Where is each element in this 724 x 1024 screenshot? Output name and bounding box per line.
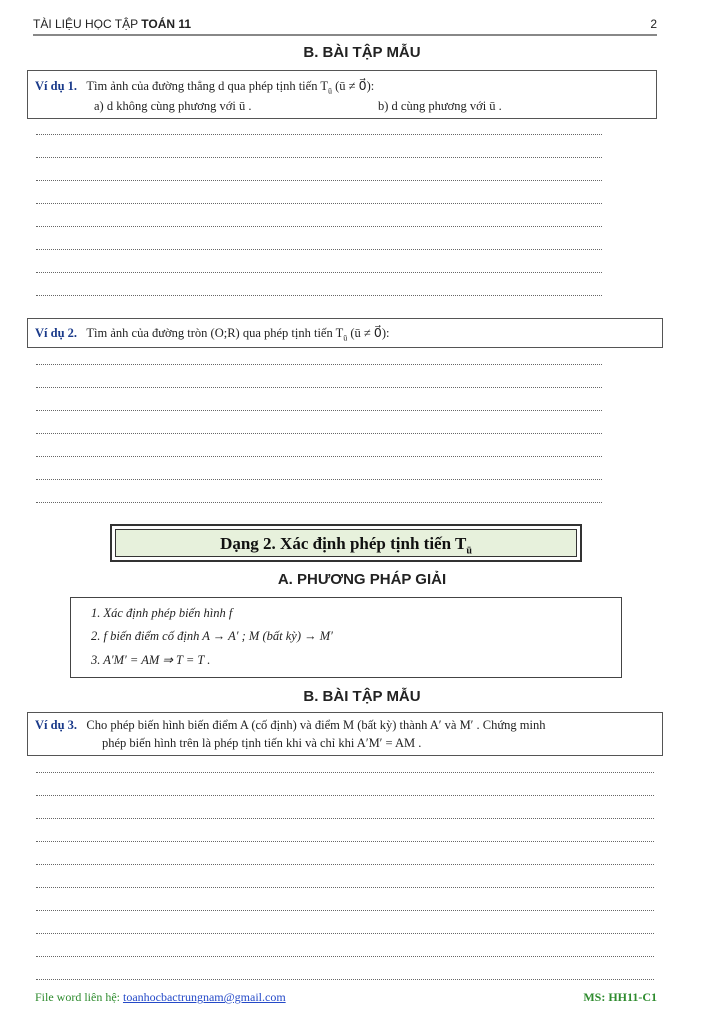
example-2-condition: (ū ≠ 0⃗):	[350, 326, 390, 340]
page-header	[33, 14, 657, 36]
answer-line[interactable]	[36, 910, 654, 911]
section-title-3: B. BÀI TẬP MẪU	[303, 688, 421, 705]
answer-line[interactable]	[36, 502, 602, 503]
example-2-sub: ū	[343, 333, 348, 343]
answer-line[interactable]	[36, 818, 654, 819]
answer-line[interactable]	[36, 864, 654, 865]
dang-2-banner-inner	[115, 529, 577, 557]
example-1-part-b: b) d cùng phương với ū .	[378, 99, 502, 113]
answer-line[interactable]	[36, 772, 654, 773]
dang-2-sub: ū	[466, 545, 472, 557]
answer-line[interactable]	[36, 433, 602, 434]
footer-email-link[interactable]: toanhocbactrungnam@gmail.com	[122, 990, 286, 1004]
example-3-text-1: Cho phép biến hình biến điểm A (cố định) và điểm M (bất kỳ) thành A′ và M′ . Chứng minh	[86, 718, 546, 732]
answer-line[interactable]	[36, 226, 602, 227]
method-box	[70, 597, 622, 678]
page-number: 2	[650, 17, 657, 31]
dang-2-title: Dạng 2. Xác định phép tịnh tiến T	[220, 534, 467, 553]
answer-line[interactable]	[36, 956, 654, 957]
header-title	[33, 17, 191, 31]
answer-line[interactable]	[36, 249, 602, 250]
answer-line[interactable]	[36, 979, 654, 980]
example-1-box	[27, 70, 657, 119]
answer-line[interactable]	[36, 933, 654, 934]
answer-line[interactable]	[36, 180, 602, 181]
footer-code: MS: HH11-C1	[583, 990, 657, 1004]
answer-line[interactable]	[36, 134, 602, 135]
example-3-text-2: phép biến hình trên là phép tịnh tiến khi và chỉ khi A′M′ = AM .	[102, 736, 422, 750]
answer-line[interactable]	[36, 887, 654, 888]
answer-line[interactable]	[36, 841, 654, 842]
section-title-1: B. BÀI TẬP MẪU	[303, 44, 421, 61]
example-1-part-a: a) d không cùng phương với ū .	[94, 99, 252, 113]
header-title-bold: TOÁN 11	[141, 17, 192, 31]
header-title-plain: TÀI LIỆU HỌC TẬP	[33, 17, 142, 31]
example-2-box	[27, 318, 663, 348]
example-2-label: Ví dụ 2.	[35, 326, 78, 340]
answer-line[interactable]	[36, 387, 602, 388]
example-1-sub: ū	[327, 86, 332, 96]
example-3-label: Ví dụ 3.	[35, 718, 78, 732]
answer-line[interactable]	[36, 157, 602, 158]
answer-line[interactable]	[36, 203, 602, 204]
example-3-box	[27, 712, 663, 756]
answer-line[interactable]	[36, 410, 602, 411]
answer-line[interactable]	[36, 795, 654, 796]
example-1-text: Tìm ảnh của đường thẳng d qua phép tịnh tiến T	[86, 79, 328, 93]
answer-line[interactable]	[36, 295, 602, 296]
header-rule	[33, 34, 657, 36]
answer-line[interactable]	[36, 479, 602, 480]
page-footer	[35, 990, 657, 1005]
answer-line[interactable]	[36, 364, 602, 365]
method-item-2: 2. f biến điểm cố định A → A′ ; M (bất kỳ) → M′	[91, 629, 333, 643]
section-title-2: A. PHƯƠNG PHÁP GIẢI	[277, 571, 447, 588]
answer-line[interactable]	[36, 456, 602, 457]
method-item-1: 1. Xác định phép biến hình f	[91, 606, 233, 620]
dang-2-banner	[110, 524, 582, 562]
example-1-condition: (ū ≠ 0⃗):	[335, 79, 375, 93]
example-1-label: Ví dụ 1.	[35, 79, 78, 93]
answer-line[interactable]	[36, 272, 602, 273]
footer-contact-label: File word liên hệ:	[35, 990, 123, 1004]
method-item-3: 3. A′M′ = AM ⇒ T = T .	[91, 653, 211, 667]
example-2-text: Tìm ảnh của đường tròn (O;R) qua phép tịnh tiến T	[86, 326, 344, 340]
